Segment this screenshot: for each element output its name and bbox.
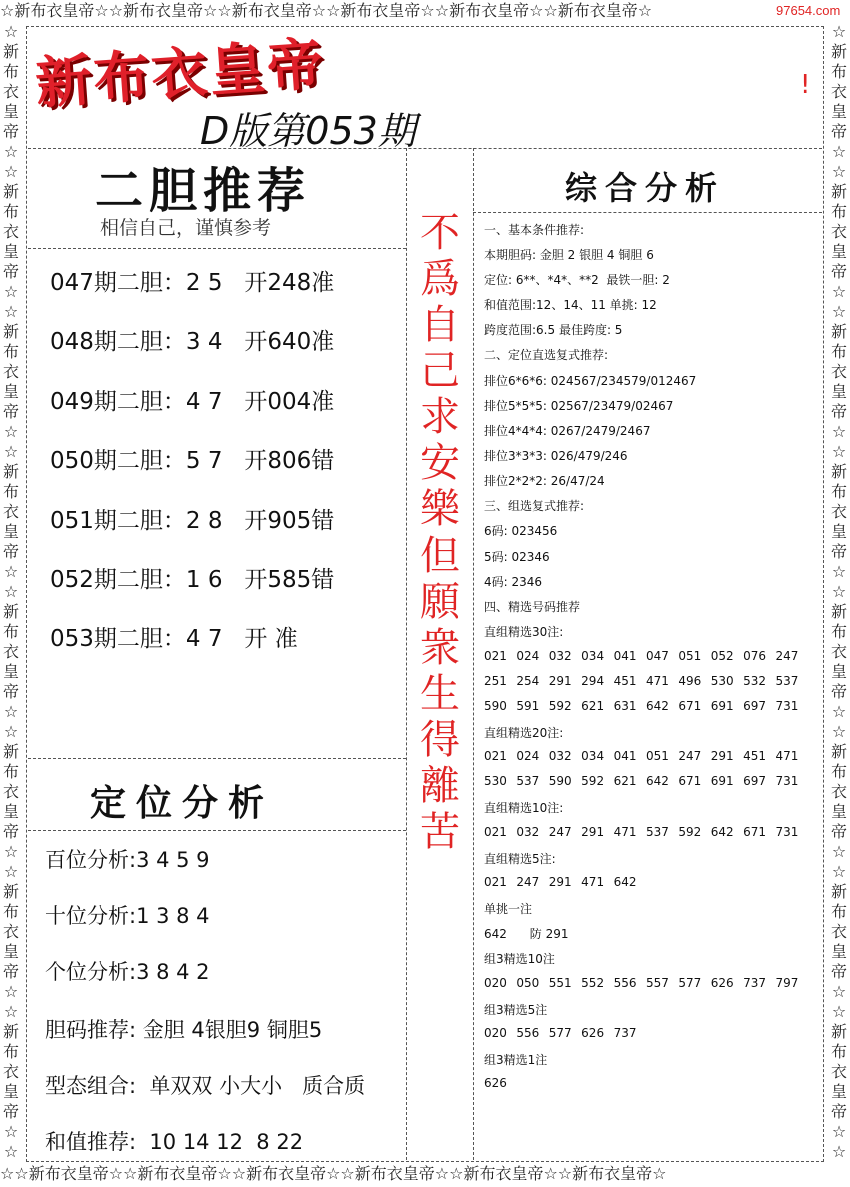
number-cell: 041 xyxy=(613,649,637,663)
dingwei-row: 十位分析:1 3 8 4 xyxy=(45,904,210,928)
number-cell: 291 xyxy=(710,749,734,763)
analysis-line: 5码: 02346 xyxy=(484,550,550,564)
number-cell: 471 xyxy=(645,674,669,688)
history-row: 051期二胆：2 8 开905错 xyxy=(50,508,335,534)
number-cell: 251 xyxy=(484,674,507,688)
single-pick-value: 642 防 291 xyxy=(484,927,569,941)
number-cell: 592 xyxy=(581,774,605,788)
number-cell: 247 xyxy=(678,749,702,763)
analysis-line: 排位2*2*2: 26/47/24 xyxy=(484,474,605,488)
dingwei-row: 和值推荐: 10 14 12 8 22 xyxy=(45,1130,304,1154)
analysis-line: 6码: 023456 xyxy=(484,524,558,538)
number-cell: 737 xyxy=(613,1026,637,1040)
group-label: 直组精选5注: xyxy=(484,852,556,866)
history-row: 048期二胆：3 4 开640准 xyxy=(50,329,335,355)
number-cell: 626 xyxy=(710,976,734,990)
number-cell: 621 xyxy=(613,774,637,788)
group-label: 直组精选20注: xyxy=(484,726,564,740)
number-cell: 291 xyxy=(548,674,572,688)
number-cell: 590 xyxy=(484,699,507,713)
number-cell: 034 xyxy=(581,749,605,763)
group-label: 组3精选10注 xyxy=(484,952,555,966)
number-cell: 032 xyxy=(548,649,572,663)
number-cell: 537 xyxy=(645,825,669,839)
number-cell: 291 xyxy=(581,825,605,839)
number-cell: 621 xyxy=(581,699,605,713)
group-label: 直组精选30注: xyxy=(484,625,564,639)
number-cell: 451 xyxy=(613,674,637,688)
number-cell: 731 xyxy=(775,699,799,713)
number-cell: 020 xyxy=(484,1026,507,1040)
number-cell: 050 xyxy=(516,976,540,990)
number-cell: 697 xyxy=(743,699,767,713)
analysis-line: 排位4*4*4: 0267/2479/2467 xyxy=(484,424,651,438)
number-cell: 671 xyxy=(678,699,702,713)
analysis-line: 跨度范围:6.5 最佳跨度: 5 xyxy=(484,323,623,337)
number-row xyxy=(484,774,808,788)
number-cell: 471 xyxy=(775,749,799,763)
analysis-line: 和值范围:12、14、11 单挑: 12 xyxy=(484,298,657,312)
slogan-line-2: 但願衆生得離苦 xyxy=(420,533,460,855)
number-cell: 731 xyxy=(775,825,799,839)
number-cell: 557 xyxy=(645,976,669,990)
analysis-line: 排位6*6*6: 024567/234579/012467 xyxy=(484,374,697,388)
history-row: 053期二胆：4 7 开 准 xyxy=(50,626,298,652)
border-left: ☆新布衣皇帝☆☆新布衣皇帝☆☆新布衣皇帝☆☆新布衣皇帝☆☆新布衣皇帝☆☆新布衣皇帝☆☆新布衣皇帝☆☆新布衣皇帝☆☆ xyxy=(2,22,19,1161)
dingwei-row: 个位分析:3 8 4 2 xyxy=(45,960,210,984)
slogan-line-1: 不爲自己求安樂 xyxy=(420,210,460,532)
number-cell: 591 xyxy=(516,699,540,713)
number-cell: 552 xyxy=(581,976,605,990)
number-row xyxy=(484,674,808,688)
number-cell: 034 xyxy=(581,649,605,663)
erdan-subtitle: 相信自己，谨慎参考 xyxy=(100,217,272,239)
analysis-line: 本期胆码: 金胆 2 银胆 4 铜胆 6 xyxy=(484,248,654,262)
number-cell: 590 xyxy=(548,774,572,788)
number-cell: 451 xyxy=(743,749,767,763)
number-cell: 076 xyxy=(743,649,767,663)
number-cell: 496 xyxy=(678,674,702,688)
dingwei-row: 胆码推荐: 金胆 4银胆9 铜胆5 xyxy=(45,1018,323,1042)
zonghe-header-divider xyxy=(473,212,822,213)
history-row: 052期二胆：1 6 开585错 xyxy=(50,567,335,593)
number-cell: 247 xyxy=(548,825,572,839)
history-row: 050期二胆：5 7 开806错 xyxy=(50,448,335,474)
number-cell: 471 xyxy=(581,875,605,889)
site-watermark: 97654.com xyxy=(772,3,844,18)
number-cell: 642 xyxy=(710,825,734,839)
number-cell: 556 xyxy=(516,1026,540,1040)
number-cell: 577 xyxy=(548,1026,572,1040)
number-row xyxy=(484,1026,646,1040)
number-cell: 247 xyxy=(516,875,540,889)
number-cell: 021 xyxy=(484,749,507,763)
number-cell: 697 xyxy=(743,774,767,788)
number-cell: 041 xyxy=(613,749,637,763)
group-label: 直组精选10注: xyxy=(484,801,564,815)
number-cell: 247 xyxy=(775,649,799,663)
erdan-section-divider xyxy=(28,758,406,759)
number-cell: 051 xyxy=(645,749,669,763)
group3-single-value: 626 xyxy=(484,1076,507,1090)
number-cell: 532 xyxy=(743,674,767,688)
number-cell: 642 xyxy=(645,699,669,713)
zonghe-title: 综合分析 xyxy=(565,169,726,207)
number-cell: 021 xyxy=(484,649,507,663)
number-cell: 671 xyxy=(678,774,702,788)
header-divider xyxy=(28,148,822,149)
number-cell: 530 xyxy=(710,674,734,688)
number-cell: 737 xyxy=(743,976,767,990)
number-cell: 471 xyxy=(613,825,637,839)
history-row: 049期二胆：4 7 开004准 xyxy=(50,389,335,415)
number-cell: 291 xyxy=(548,875,572,889)
number-cell: 797 xyxy=(775,976,799,990)
section-heading: 三、组选复式推荐: xyxy=(484,499,585,513)
erdan-title: 二胆推荐 xyxy=(95,163,312,219)
analysis-line: 4码: 2346 xyxy=(484,575,543,589)
number-cell: 691 xyxy=(710,699,734,713)
dingwei-row: 百位分析:3 4 5 9 xyxy=(45,848,210,872)
group-label: 单挑一注 xyxy=(484,902,533,916)
history-row: 047期二胆：2 5 开248准 xyxy=(50,270,335,296)
number-cell: 556 xyxy=(613,976,637,990)
number-row xyxy=(484,649,808,663)
number-row xyxy=(484,976,808,990)
number-cell: 537 xyxy=(775,674,799,688)
number-cell: 052 xyxy=(710,649,734,663)
section-heading: 四、精选号码推荐 xyxy=(484,600,581,614)
number-cell: 691 xyxy=(710,774,734,788)
number-cell: 032 xyxy=(516,825,540,839)
number-row xyxy=(484,699,808,713)
analysis-line: 排位3*3*3: 026/479/246 xyxy=(484,449,628,463)
right-column-divider xyxy=(473,148,474,1160)
number-cell: 631 xyxy=(613,699,637,713)
number-cell: 592 xyxy=(678,825,702,839)
number-cell: 021 xyxy=(484,875,507,889)
number-cell: 032 xyxy=(548,749,572,763)
border-right: ☆新布衣皇帝☆☆新布衣皇帝☆☆新布衣皇帝☆☆新布衣皇帝☆☆新布衣皇帝☆☆新布衣皇帝☆☆新布衣皇帝☆☆新布衣皇帝☆☆ xyxy=(830,22,847,1161)
number-cell: 577 xyxy=(678,976,702,990)
number-cell: 020 xyxy=(484,976,507,990)
number-cell: 047 xyxy=(645,649,669,663)
number-cell: 537 xyxy=(516,774,540,788)
brand-logo: 新布衣皇帝 xyxy=(33,30,328,118)
number-cell: 024 xyxy=(516,649,540,663)
exclamation-mark: ! xyxy=(800,70,811,100)
number-row xyxy=(484,875,646,889)
analysis-line: 定位: 6**、*4*、**2 最铁一胆: 2 xyxy=(484,273,670,287)
border-bottom: ☆☆新布衣皇帝☆☆新布衣皇帝☆☆新布衣皇帝☆☆新布衣皇帝☆☆新布衣皇帝☆☆新布衣皇帝☆ xyxy=(0,1164,667,1183)
number-cell: 671 xyxy=(743,825,767,839)
number-cell: 051 xyxy=(678,649,702,663)
dingwei-row: 型态组合: 单双双 小大小 质合质 xyxy=(45,1074,366,1098)
border-top: ☆新布衣皇帝☆☆新布衣皇帝☆☆新布衣皇帝☆☆新布衣皇帝☆☆新布衣皇帝☆☆新布衣皇帝☆ xyxy=(0,1,653,20)
number-cell: 294 xyxy=(581,674,605,688)
dingwei-header-divider xyxy=(28,830,406,831)
number-cell: 024 xyxy=(516,749,540,763)
group-label: 组3精选1注 xyxy=(484,1053,548,1067)
number-cell: 642 xyxy=(613,875,637,889)
left-column-divider xyxy=(406,148,407,1160)
section-heading: 二、定位直选复式推荐: xyxy=(484,348,609,362)
number-cell: 626 xyxy=(581,1026,605,1040)
erdan-header-divider xyxy=(28,248,406,249)
number-cell: 551 xyxy=(548,976,572,990)
issue-number: D版第053期 xyxy=(200,109,416,153)
number-cell: 530 xyxy=(484,774,507,788)
group-label: 组3精选5注 xyxy=(484,1003,548,1017)
analysis-line: 排位5*5*5: 02567/23479/02467 xyxy=(484,399,674,413)
dingwei-title: 定位分析 xyxy=(90,782,275,824)
number-cell: 592 xyxy=(548,699,572,713)
section-heading: 一、基本条件推荐: xyxy=(484,223,585,237)
number-cell: 731 xyxy=(775,774,799,788)
number-row xyxy=(484,749,808,763)
number-cell: 254 xyxy=(516,674,540,688)
number-row xyxy=(484,825,808,839)
number-cell: 642 xyxy=(645,774,669,788)
number-cell: 021 xyxy=(484,825,507,839)
